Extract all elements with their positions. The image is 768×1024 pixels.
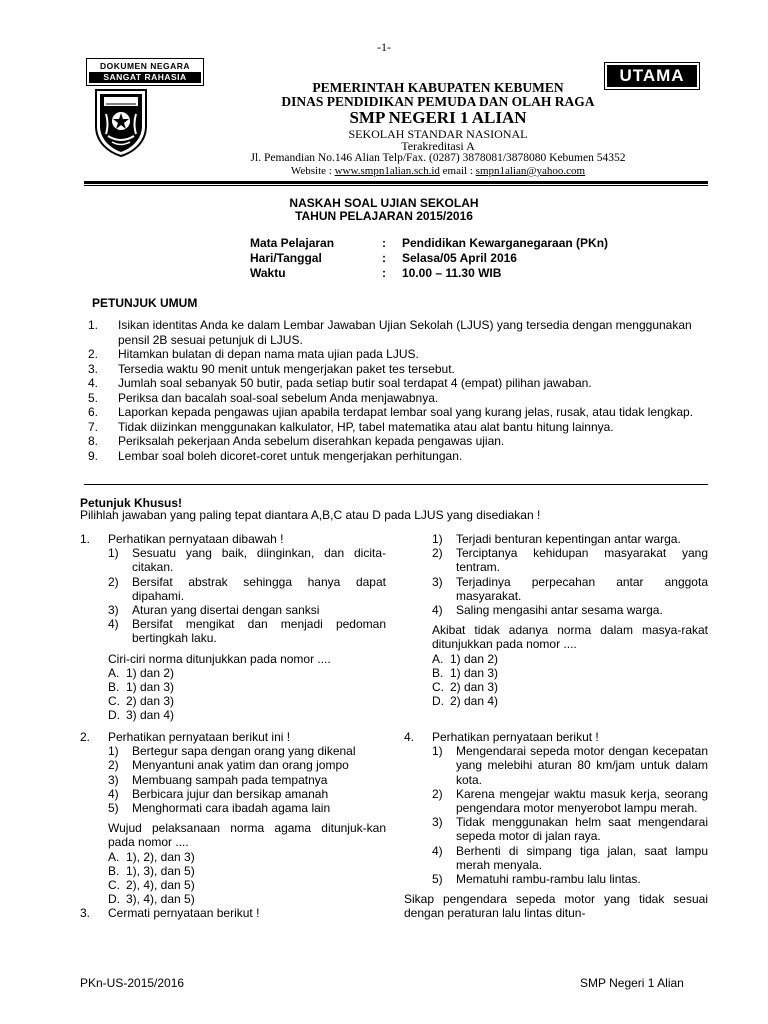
question-4 — [404, 730, 708, 921]
meta-key: Waktu — [250, 266, 286, 280]
answer-option[interactable]: C. 2), 4), dan 5) — [108, 878, 195, 893]
question-1 — [80, 532, 386, 723]
answer-option[interactable]: A. 1), 2), dan 3) — [108, 849, 195, 864]
list-item: 4. Jumlah soal sebanyak 50 butir, pada setiap butir soal terdapat 4 (empat) pilihan jawaban. — [88, 376, 592, 390]
question-2 — [80, 730, 386, 921]
general-instructions-list — [88, 318, 708, 463]
statement-item: 5) Menghormati cara ibadah agama lain — [108, 801, 331, 816]
email-link[interactable]: smpn1alian@yahoo.com — [475, 165, 586, 177]
list-item: 8. Periksalah pekerjaan Anda sebelum diserahkan kepada pengawas ujian. — [88, 434, 505, 448]
question-stem: Perhatikan pernyataan berikut ! — [432, 730, 599, 744]
list-item: 7. Tidak diizinkan menggunakan kalkulator, HP, tabel matematika atau alat bantu hitung lainnya. — [88, 419, 614, 434]
meta-value: 10.00 – 11.30 WIB — [402, 266, 502, 280]
question-number: 1. — [80, 532, 91, 546]
answer-option[interactable]: B. 1) dan 3) — [432, 665, 499, 680]
meta-key: Hari/Tanggal — [250, 251, 322, 265]
statement-item: 4) Saling mengasihi antar sesama warga. — [432, 603, 663, 618]
exam-year: TAHUN PELAJARAN 2015/2016 — [295, 209, 473, 223]
question-stem: Cermati pernyataan berikut ! — [108, 906, 260, 921]
question-3-continued — [404, 532, 708, 708]
meta-value: Pendidikan Kewarganegaraan (PKn) — [402, 236, 609, 250]
statement-item: 2) Bersifat abstrak sehingga hanya dapat dipahami. — [108, 574, 386, 603]
question-prompt: Wujud pelaksanaan norma agama ditunjuk-kan pada nomor .... — [108, 821, 386, 850]
statement-item: 4) Bersifat mengikat dan menjadi pedoman bertingkah laku. — [108, 617, 386, 646]
website-link[interactable]: www.smpn1alian.sch.id — [334, 165, 440, 177]
statement-item: 1) Sesuatu yang baik, diinginkan, dan dicita-citakan. — [108, 546, 386, 575]
statement-item: 3) Terjadinya perpecahan antar anggota masyarakat. — [432, 574, 708, 603]
email-label: email : — [439, 165, 476, 177]
meta-colon: : — [382, 251, 386, 265]
question-number: 2. — [80, 730, 91, 744]
header-school-status: SEKOLAH STANDAR NASIONAL — [348, 127, 528, 141]
statement-item: 5) Mematuhi rambu-rambu lalu lintas. — [432, 872, 641, 887]
meta-colon: : — [382, 266, 386, 280]
header-address: Jl. Pemandian No.146 Alian Telp/Fax. (0287) 3878081/3878080 Kebumen 54352 — [250, 152, 626, 164]
utama-label: UTAMA — [607, 65, 697, 87]
header-rule-thin — [84, 185, 708, 186]
special-instructions-text: Pilihlah jawaban yang paling tepat diantara A,B,C atau D pada LJUS yang disediakan ! — [80, 508, 541, 522]
statement-item: 4) Berhenti di simpang tiga jalan, saat lampu merah menyala. — [432, 843, 708, 872]
question-stem: Perhatikan pernyataan berikut ini ! — [108, 730, 291, 744]
footer-school: SMP Negeri 1 Alian — [580, 976, 684, 990]
statement-item: 1) Terjadi benturan kepentingan antar warga. — [432, 532, 681, 546]
answer-option[interactable]: A. 1) dan 2) — [108, 665, 175, 680]
section-divider — [84, 484, 708, 485]
statement-item: 2) Menyantuni anak yatim dan orang jompo — [108, 758, 349, 773]
answer-option[interactable]: C. 2) dan 3) — [432, 680, 499, 695]
statement-item: 3) Membuang sampah pada tempatnya — [108, 772, 328, 787]
statement-item: 1) Mengendarai sepeda motor dengan kecepatan yang melebihi aturan 80 km/jam untuk dalam kota. — [432, 744, 708, 787]
list-item: 1. Isikan identitas Anda ke dalam Lembar Jawaban Ujian Sekolah (LJUS) yang tersedia dengan menggunakan pensil 2B sesuai petunjuk di LJUS. — [88, 318, 692, 347]
answer-option[interactable]: D. 3), 4), dan 5) — [108, 892, 195, 907]
statement-item: 4) Berbicara jujur dan bersikap amanah — [108, 786, 329, 801]
badge-line1: DOKUMEN NEGARA — [99, 61, 191, 71]
answer-option[interactable]: C. 2) dan 3) — [108, 694, 175, 709]
answer-option[interactable]: D. 2) dan 4) — [432, 694, 499, 709]
list-item: 9. Lembar soal boleh dicoret-coret untuk mengerjakan perhitungan. — [88, 448, 463, 463]
header-department: DINAS PENDIDIKAN PEMUDA DAN OLAH RAGA — [281, 94, 595, 109]
statement-item: 2) Terciptanya kehidupan masyarakat yang tentram. — [432, 546, 708, 575]
header-government: PEMERINTAH KABUPATEN KEBUMEN — [312, 80, 564, 95]
question-prompt: Akibat tidak adanya norma dalam masya-rakat ditunjukkan pada nomor .... — [432, 623, 708, 652]
header-accreditation: Terakreditasi A — [401, 139, 475, 153]
meta-colon: : — [382, 236, 386, 250]
badge-line2: SANGAT RAHASIA — [89, 72, 201, 83]
special-instructions-title: Petunjuk Khusus! — [80, 496, 183, 510]
statement-item: 2) Karena mengejar waktu masuk kerja, seorang pengendara motor menyerobot lampu merah. — [432, 786, 708, 816]
kebumen-crest-logo — [90, 86, 152, 158]
header-school-name: SMP NEGERI 1 ALIAN — [349, 108, 527, 127]
footer-code: PKn-US-2015/2016 — [80, 976, 185, 990]
statement-item: 3) Tidak menggunakan helm saat mengendarai sepeda motor di jalan raya. — [432, 815, 708, 844]
website-label: Website : — [290, 165, 335, 177]
statement-item: 3) Aturan yang disertai dengan sanksi — [108, 603, 320, 618]
question-3 — [80, 906, 386, 920]
question-number: 4. — [404, 730, 415, 744]
general-instructions-title: PETUNJUK UMUM — [92, 296, 198, 310]
header-contact — [160, 165, 716, 177]
answer-option[interactable]: B. 1) dan 3) — [108, 680, 175, 695]
answer-option[interactable]: A. 1) dan 2) — [432, 651, 499, 666]
list-item: 2. Hitamkan bulatan di depan nama mata ujian pada LJUS. — [88, 347, 419, 361]
answer-option[interactable]: B. 1), 3), dan 5) — [108, 863, 195, 878]
question-prompt: Ciri-ciri norma ditunjukkan pada nomor .... — [108, 651, 331, 666]
question-number: 3. — [80, 906, 91, 921]
list-item: 5. Periksa dan bacalah soal-soal sebelum Anda menjawabnya. — [88, 390, 439, 405]
answer-option[interactable]: D. 3) dan 4) — [108, 708, 175, 723]
question-prompt: Sikap pengendara sepeda motor yang tidak sesuai dengan peraturan lalu lintas ditun- — [404, 892, 708, 921]
statement-item: 1) Bertegur sapa dengan orang yang dikenal — [108, 744, 356, 759]
meta-value: Selasa/05 April 2016 — [402, 251, 517, 265]
list-item: 6. Laporkan kepada pengawas ujian apabila terdapat lembar soal yang kurang jelas, rusak, atau tidak lengkap. — [88, 405, 694, 419]
header-rule-thick — [84, 181, 708, 184]
question-stem: Perhatikan pernyataan dibawah ! — [108, 532, 284, 546]
exam-title: NASKAH SOAL UJIAN SEKOLAH — [289, 196, 479, 210]
page-number: -1- — [377, 40, 391, 54]
list-item: 3. Tersedia waktu 90 menit untuk mengerjakan paket tes tersebut. — [88, 361, 455, 376]
meta-key: Mata Pelajaran — [250, 236, 335, 250]
